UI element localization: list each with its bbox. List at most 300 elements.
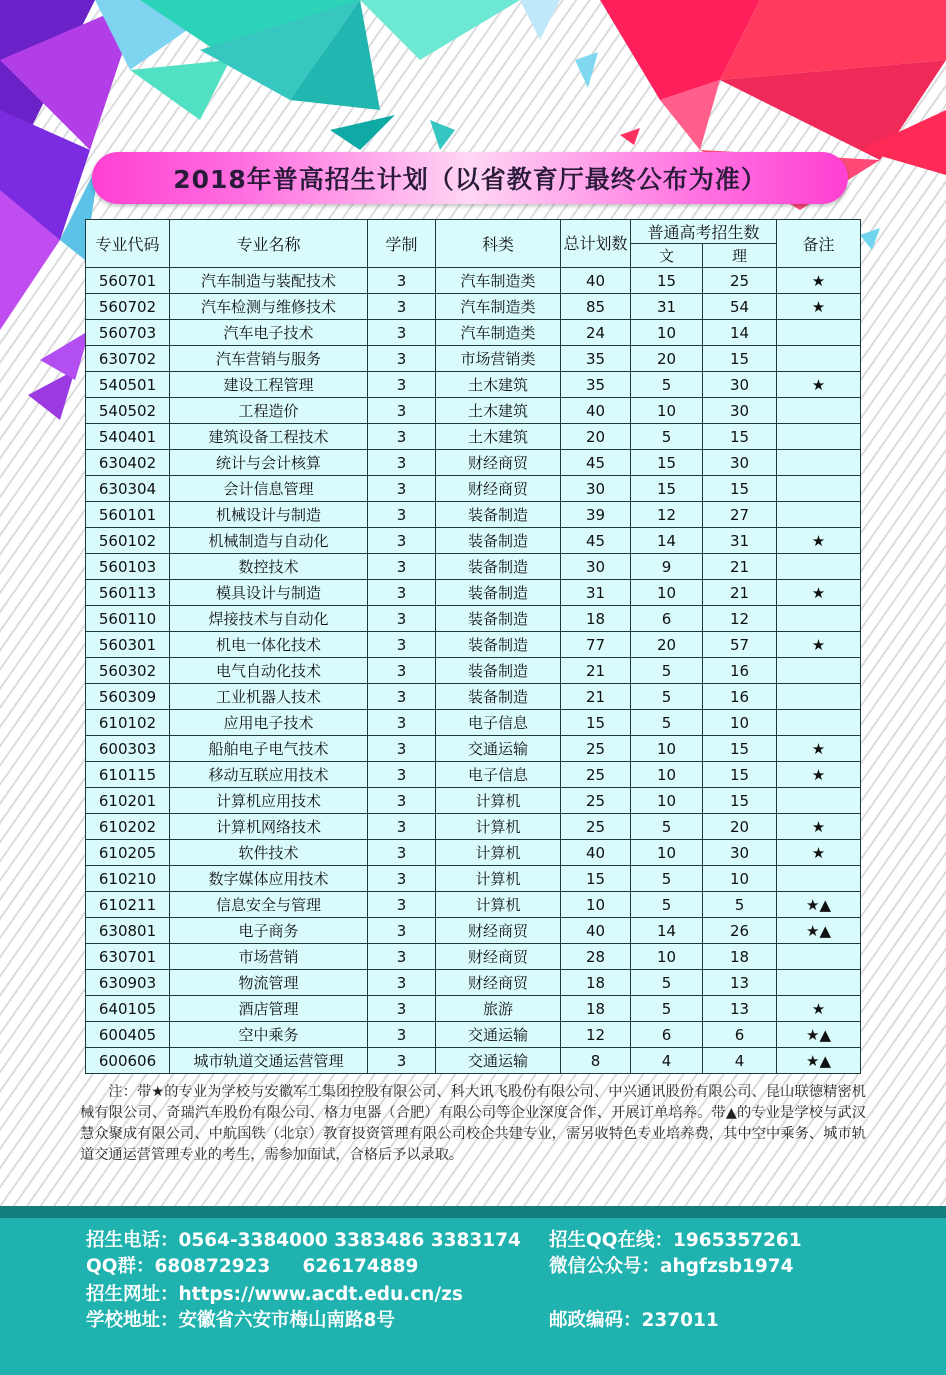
cell-category: 装备制造 <box>436 632 561 658</box>
cell-code: 630702 <box>86 346 170 372</box>
cell-total: 25 <box>561 814 631 840</box>
footnote: 注：带★的专业为学校与安徽军工集团控股有限公司、科大讯飞股份有限公司、中兴通讯股份有限公司、昆山联德精密机械有限公司、奇瑞汽车股份有限公司、格力电器（合肥）有限公司等企业深度合作、开展订单培养。带▲的专业是学校与武汉慧众聚成有限公司、中航国铁（北京）教育投资管理有限公司校企共建专业，需另收特色专业培养费，其中空中乘务、城市轨道交通运营管理专业的考生，需参加面试，合格后予以录取。 <box>80 1084 866 1163</box>
cell-total: 25 <box>561 736 631 762</box>
cell-category: 市场营销类 <box>436 346 561 372</box>
cell-name: 汽车营销与服务 <box>170 346 368 372</box>
cell-li: 20 <box>703 814 777 840</box>
table-row <box>86 918 861 944</box>
cell-total: 40 <box>561 268 631 294</box>
cell-code: 560309 <box>86 684 170 710</box>
cell-total: 40 <box>561 398 631 424</box>
cell-category: 装备制造 <box>436 554 561 580</box>
cell-wen: 5 <box>631 710 703 736</box>
table-row <box>86 632 861 658</box>
cell-remark: ★ <box>777 736 861 762</box>
cell-code: 610202 <box>86 814 170 840</box>
cell-years: 3 <box>368 476 436 502</box>
cell-category: 交通运输 <box>436 1048 561 1074</box>
cell-total: 30 <box>561 554 631 580</box>
cell-category: 财经商贸 <box>436 918 561 944</box>
cell-years: 3 <box>368 814 436 840</box>
cell-name: 电气自动化技术 <box>170 658 368 684</box>
cell-remark: ★ <box>777 580 861 606</box>
cell-category: 旅游 <box>436 996 561 1022</box>
cell-total: 21 <box>561 684 631 710</box>
cell-years: 3 <box>368 554 436 580</box>
cell-code: 610205 <box>86 840 170 866</box>
cell-wen: 10 <box>631 944 703 970</box>
cell-remark <box>777 684 861 710</box>
cell-years: 3 <box>368 684 436 710</box>
cell-code: 600303 <box>86 736 170 762</box>
cell-years: 3 <box>368 528 436 554</box>
cell-total: 15 <box>561 710 631 736</box>
table-row <box>86 294 861 320</box>
cell-category: 装备制造 <box>436 580 561 606</box>
cell-li: 13 <box>703 970 777 996</box>
cell-code: 640105 <box>86 996 170 1022</box>
cell-li: 30 <box>703 840 777 866</box>
cell-category: 装备制造 <box>436 606 561 632</box>
cell-name: 建筑设备工程技术 <box>170 424 368 450</box>
cell-category: 土木建筑 <box>436 372 561 398</box>
cell-wen: 5 <box>631 866 703 892</box>
cell-years: 3 <box>368 424 436 450</box>
cell-remark: ★▲ <box>777 918 861 944</box>
cell-name: 计算机应用技术 <box>170 788 368 814</box>
cell-remark: ★▲ <box>777 1048 861 1074</box>
cell-years: 3 <box>368 944 436 970</box>
header-li: 理 <box>703 244 777 268</box>
cell-remark: ★▲ <box>777 892 861 918</box>
cell-wen: 10 <box>631 320 703 346</box>
cell-wen: 14 <box>631 918 703 944</box>
cell-total: 18 <box>561 996 631 1022</box>
cell-code: 630801 <box>86 918 170 944</box>
cell-li: 57 <box>703 632 777 658</box>
cell-li: 15 <box>703 762 777 788</box>
table-row <box>86 892 861 918</box>
cell-wen: 12 <box>631 502 703 528</box>
header-total <box>561 220 631 268</box>
cell-total: 18 <box>561 606 631 632</box>
cell-total: 39 <box>561 502 631 528</box>
cell-category: 汽车制造类 <box>436 268 561 294</box>
cell-total: 40 <box>561 918 631 944</box>
cell-li: 16 <box>703 684 777 710</box>
cell-code: 600606 <box>86 1048 170 1074</box>
cell-li: 4 <box>703 1048 777 1074</box>
cell-name: 机电一体化技术 <box>170 632 368 658</box>
cell-remark: ★ <box>777 996 861 1022</box>
table-row <box>86 1048 861 1074</box>
cell-code: 540401 <box>86 424 170 450</box>
cell-category: 计算机 <box>436 892 561 918</box>
footer-band <box>0 1206 946 1218</box>
cell-name: 移动互联应用技术 <box>170 762 368 788</box>
cell-wen: 6 <box>631 1022 703 1048</box>
cell-wen: 10 <box>631 580 703 606</box>
cell-years: 3 <box>368 866 436 892</box>
table-row <box>86 450 861 476</box>
cell-wen: 15 <box>631 268 703 294</box>
cell-wen: 10 <box>631 762 703 788</box>
cell-code: 610115 <box>86 762 170 788</box>
cell-wen: 14 <box>631 528 703 554</box>
cell-code: 560701 <box>86 268 170 294</box>
cell-code: 540501 <box>86 372 170 398</box>
cell-name: 建设工程管理 <box>170 372 368 398</box>
table-row <box>86 970 861 996</box>
cell-li: 14 <box>703 320 777 346</box>
cell-years: 3 <box>368 320 436 346</box>
postcode-info: 邮政编码：237011 <box>549 1310 719 1331</box>
table-row <box>86 840 861 866</box>
cell-wen: 5 <box>631 372 703 398</box>
table-row <box>86 814 861 840</box>
cell-years: 3 <box>368 840 436 866</box>
cell-years: 3 <box>368 372 436 398</box>
cell-code: 560113 <box>86 580 170 606</box>
cell-total: 77 <box>561 632 631 658</box>
cell-wen: 5 <box>631 814 703 840</box>
cell-wen: 10 <box>631 398 703 424</box>
table-row <box>86 762 861 788</box>
cell-li: 10 <box>703 866 777 892</box>
cell-li: 27 <box>703 502 777 528</box>
cell-years: 3 <box>368 1048 436 1074</box>
cell-category: 财经商贸 <box>436 450 561 476</box>
cell-category: 土木建筑 <box>436 424 561 450</box>
cell-wen: 10 <box>631 840 703 866</box>
cell-name: 船舶电子电气技术 <box>170 736 368 762</box>
table-row <box>86 554 861 580</box>
cell-li: 15 <box>703 788 777 814</box>
cell-li: 15 <box>703 476 777 502</box>
cell-category: 土木建筑 <box>436 398 561 424</box>
cell-total: 8 <box>561 1048 631 1074</box>
table-row <box>86 1022 861 1048</box>
header-years: 学制 <box>368 220 436 268</box>
cell-code: 540502 <box>86 398 170 424</box>
website-link[interactable]: 招生网址：https://www.acdt.edu.cn/zs <box>86 1284 463 1305</box>
cell-years: 3 <box>368 970 436 996</box>
cell-code: 630304 <box>86 476 170 502</box>
cell-code: 610201 <box>86 788 170 814</box>
header-wen: 文 <box>631 244 703 268</box>
cell-name: 机械设计与制造 <box>170 502 368 528</box>
cell-name: 工业机器人技术 <box>170 684 368 710</box>
table-row <box>86 606 861 632</box>
cell-wen: 5 <box>631 424 703 450</box>
cell-total: 20 <box>561 424 631 450</box>
cell-category: 电子信息 <box>436 710 561 736</box>
cell-remark <box>777 346 861 372</box>
cell-total: 15 <box>561 866 631 892</box>
cell-code: 560301 <box>86 632 170 658</box>
table-row <box>86 684 861 710</box>
table-row <box>86 710 861 736</box>
cell-li: 30 <box>703 450 777 476</box>
cell-li: 25 <box>703 268 777 294</box>
cell-li: 18 <box>703 944 777 970</box>
cell-wen: 9 <box>631 554 703 580</box>
cell-category: 计算机 <box>436 840 561 866</box>
cell-wen: 15 <box>631 450 703 476</box>
cell-total: 25 <box>561 788 631 814</box>
cell-li: 30 <box>703 398 777 424</box>
cell-wen: 20 <box>631 346 703 372</box>
page-title: 2018年普高招生计划（以省教育厅最终公布为准） <box>173 165 767 194</box>
header-name: 专业名称 <box>170 220 368 268</box>
cell-name: 计算机网络技术 <box>170 814 368 840</box>
table-row <box>86 788 861 814</box>
cell-name: 数控技术 <box>170 554 368 580</box>
cell-years: 3 <box>368 736 436 762</box>
contact-footer <box>0 1206 946 1375</box>
cell-li: 15 <box>703 424 777 450</box>
table-row <box>86 658 861 684</box>
cell-wen: 5 <box>631 970 703 996</box>
cell-li: 15 <box>703 346 777 372</box>
cell-name: 酒店管理 <box>170 996 368 1022</box>
cell-total: 35 <box>561 372 631 398</box>
cell-li: 54 <box>703 294 777 320</box>
cell-years: 3 <box>368 606 436 632</box>
cell-code: 560102 <box>86 528 170 554</box>
cell-total: 10 <box>561 892 631 918</box>
cell-category: 交通运输 <box>436 736 561 762</box>
cell-name: 工程造价 <box>170 398 368 424</box>
cell-remark <box>777 606 861 632</box>
cell-total: 30 <box>561 476 631 502</box>
table-body <box>86 268 861 1074</box>
cell-name: 机械制造与自动化 <box>170 528 368 554</box>
cell-li: 21 <box>703 580 777 606</box>
cell-remark <box>777 320 861 346</box>
cell-years: 3 <box>368 788 436 814</box>
qq-online-info: 招生QQ在线：1965357261 <box>549 1230 802 1251</box>
cell-remark <box>777 398 861 424</box>
cell-name: 汽车检测与维修技术 <box>170 294 368 320</box>
cell-name: 应用电子技术 <box>170 710 368 736</box>
table-row <box>86 346 861 372</box>
cell-years: 3 <box>368 450 436 476</box>
cell-wen: 5 <box>631 996 703 1022</box>
cell-wen: 5 <box>631 684 703 710</box>
cell-remark: ★ <box>777 294 861 320</box>
cell-remark: ★ <box>777 762 861 788</box>
cell-remark <box>777 710 861 736</box>
cell-name: 焊接技术与自动化 <box>170 606 368 632</box>
cell-years: 3 <box>368 1022 436 1048</box>
cell-years: 3 <box>368 268 436 294</box>
cell-total: 24 <box>561 320 631 346</box>
address-info: 学校地址：安徽省六安市梅山南路8号 <box>86 1310 395 1331</box>
title-banner <box>92 152 848 204</box>
cell-code: 610102 <box>86 710 170 736</box>
cell-category: 计算机 <box>436 788 561 814</box>
wechat-info: 微信公众号：ahgfzsb1974 <box>549 1256 794 1277</box>
cell-name: 统计与会计核算 <box>170 450 368 476</box>
cell-remark <box>777 554 861 580</box>
cell-code: 560703 <box>86 320 170 346</box>
cell-name: 汽车电子技术 <box>170 320 368 346</box>
cell-remark <box>777 450 861 476</box>
table-row <box>86 320 861 346</box>
cell-name: 汽车制造与装配技术 <box>170 268 368 294</box>
cell-remark <box>777 658 861 684</box>
cell-name: 电子商务 <box>170 918 368 944</box>
cell-li: 15 <box>703 736 777 762</box>
cell-wen: 5 <box>631 892 703 918</box>
cell-remark <box>777 944 861 970</box>
cell-years: 3 <box>368 762 436 788</box>
table-row <box>86 502 861 528</box>
cell-li: 26 <box>703 918 777 944</box>
cell-wen: 10 <box>631 736 703 762</box>
cell-total: 85 <box>561 294 631 320</box>
cell-name: 会计信息管理 <box>170 476 368 502</box>
header-split: 普通高考招生数 <box>631 220 777 244</box>
cell-wen: 15 <box>631 476 703 502</box>
cell-category: 汽车制造类 <box>436 320 561 346</box>
cell-years: 3 <box>368 502 436 528</box>
table-row <box>86 996 861 1022</box>
cell-total: 25 <box>561 762 631 788</box>
cell-total: 28 <box>561 944 631 970</box>
cell-years: 3 <box>368 710 436 736</box>
cell-total: 45 <box>561 528 631 554</box>
cell-name: 数字媒体应用技术 <box>170 866 368 892</box>
cell-name: 空中乘务 <box>170 1022 368 1048</box>
cell-code: 560702 <box>86 294 170 320</box>
cell-years: 3 <box>368 580 436 606</box>
cell-name: 城市轨道交通运营管理 <box>170 1048 368 1074</box>
cell-total: 18 <box>561 970 631 996</box>
cell-li: 5 <box>703 892 777 918</box>
cell-code: 610211 <box>86 892 170 918</box>
cell-code: 630903 <box>86 970 170 996</box>
cell-category: 电子信息 <box>436 762 561 788</box>
cell-category: 装备制造 <box>436 528 561 554</box>
cell-years: 3 <box>368 632 436 658</box>
cell-remark: ★ <box>777 814 861 840</box>
cell-years: 3 <box>368 346 436 372</box>
cell-category: 计算机 <box>436 866 561 892</box>
cell-remark <box>777 788 861 814</box>
cell-name: 模具设计与制造 <box>170 580 368 606</box>
cell-remark <box>777 866 861 892</box>
cell-total: 45 <box>561 450 631 476</box>
cell-remark: ★ <box>777 268 861 294</box>
cell-remark <box>777 476 861 502</box>
cell-total: 40 <box>561 840 631 866</box>
enrollment-plan-table <box>85 219 861 1074</box>
table-row <box>86 398 861 424</box>
cell-years: 3 <box>368 996 436 1022</box>
cell-remark: ★▲ <box>777 1022 861 1048</box>
table-row <box>86 944 861 970</box>
cell-remark: ★ <box>777 372 861 398</box>
header-total-label: 总计划数 <box>563 233 628 253</box>
cell-wen: 31 <box>631 294 703 320</box>
table-row <box>86 476 861 502</box>
cell-category: 计算机 <box>436 814 561 840</box>
cell-name: 物流管理 <box>170 970 368 996</box>
table-row <box>86 580 861 606</box>
header-code: 专业代码 <box>86 220 170 268</box>
cell-total: 31 <box>561 580 631 606</box>
cell-category: 财经商贸 <box>436 970 561 996</box>
cell-code: 600405 <box>86 1022 170 1048</box>
cell-years: 3 <box>368 294 436 320</box>
cell-years: 3 <box>368 658 436 684</box>
header-remark: 备注 <box>777 220 861 268</box>
header-category: 科类 <box>436 220 561 268</box>
cell-total: 12 <box>561 1022 631 1048</box>
qq-group-info: QQ群：680872923 626174889 <box>86 1256 419 1277</box>
table-row <box>86 528 861 554</box>
cell-remark <box>777 970 861 996</box>
cell-remark: ★ <box>777 840 861 866</box>
cell-category: 交通运输 <box>436 1022 561 1048</box>
cell-wen: 20 <box>631 632 703 658</box>
cell-li: 12 <box>703 606 777 632</box>
cell-name: 软件技术 <box>170 840 368 866</box>
cell-category: 装备制造 <box>436 502 561 528</box>
cell-wen: 4 <box>631 1048 703 1074</box>
cell-total: 35 <box>561 346 631 372</box>
cell-category: 财经商贸 <box>436 476 561 502</box>
table-row <box>86 736 861 762</box>
cell-wen: 6 <box>631 606 703 632</box>
cell-name: 信息安全与管理 <box>170 892 368 918</box>
cell-code: 560101 <box>86 502 170 528</box>
cell-code: 560110 <box>86 606 170 632</box>
cell-total: 21 <box>561 658 631 684</box>
table-row <box>86 424 861 450</box>
cell-li: 16 <box>703 658 777 684</box>
cell-category: 财经商贸 <box>436 944 561 970</box>
cell-wen: 10 <box>631 788 703 814</box>
cell-remark: ★ <box>777 632 861 658</box>
cell-wen: 5 <box>631 658 703 684</box>
cell-remark <box>777 502 861 528</box>
cell-code: 630402 <box>86 450 170 476</box>
cell-years: 3 <box>368 398 436 424</box>
phone-info: 招生电话：0564-3384000 3383486 3383174 <box>86 1230 521 1251</box>
table-row <box>86 268 861 294</box>
cell-category: 汽车制造类 <box>436 294 561 320</box>
cell-li: 10 <box>703 710 777 736</box>
cell-li: 6 <box>703 1022 777 1048</box>
cell-li: 30 <box>703 372 777 398</box>
cell-category: 装备制造 <box>436 658 561 684</box>
cell-years: 3 <box>368 892 436 918</box>
cell-code: 610210 <box>86 866 170 892</box>
cell-li: 31 <box>703 528 777 554</box>
cell-remark: ★ <box>777 528 861 554</box>
cell-code: 560302 <box>86 658 170 684</box>
table-row <box>86 372 861 398</box>
cell-name: 市场营销 <box>170 944 368 970</box>
cell-remark <box>777 424 861 450</box>
cell-code: 630701 <box>86 944 170 970</box>
cell-li: 21 <box>703 554 777 580</box>
table-row <box>86 866 861 892</box>
cell-years: 3 <box>368 918 436 944</box>
